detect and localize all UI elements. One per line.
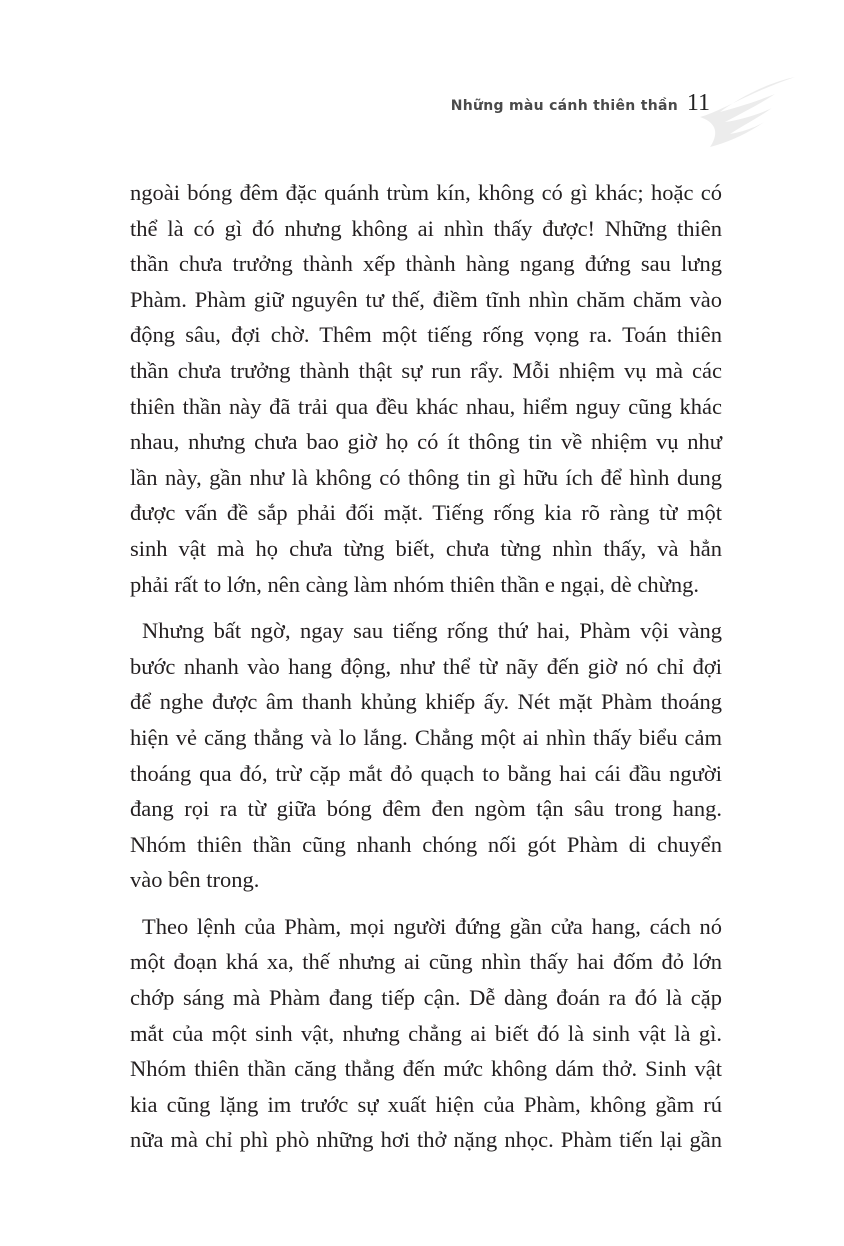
text-line: vào bên trong. bbox=[130, 867, 260, 893]
text-line: một đoạn khá xa, thế nhưng ai cũng nhìn thấy hai đốm đỏ lớn bbox=[130, 949, 722, 975]
text-line: kia cũng lặng im trước sự xuất hiện của Phàm, không gầm rú bbox=[130, 1091, 722, 1117]
text-line: phải rất to lớn, nên càng làm nhóm thiên thần e ngại, dè chừng. bbox=[130, 571, 699, 597]
text-line: thoáng qua đó, trừ cặp mắt đỏ quạch to bằng hai cái đầu người bbox=[130, 760, 722, 786]
text-line: nữa mà chỉ phì phò những hơi thở nặng nhọc. Phàm tiến lại gần bbox=[130, 1127, 722, 1153]
text-line: Nhóm thiên thần căng thẳng đến mức không dám thở. Sinh vật bbox=[130, 1056, 722, 1082]
text-line: hiện vẻ căng thẳng và lo lắng. Chẳng một ai nhìn thấy biểu cảm bbox=[130, 724, 722, 750]
text-line: đang rọi ra từ giữa bóng đêm đen ngòm tận sâu trong hang. bbox=[130, 796, 722, 822]
text-line: sinh vật mà họ chưa từng biết, chưa từng nhìn thấy, và hẳn bbox=[130, 535, 722, 561]
text-line: thiên thần này đã trải qua đều khác nhau, hiểm nguy cũng khác bbox=[130, 393, 722, 419]
text-line: lần này, gần như là không có thông tin gì hữu ích để hình dung bbox=[130, 464, 722, 490]
text-line: thần chưa trưởng thành thật sự run rẩy. Mỗi nhiệm vụ mà các bbox=[130, 357, 722, 383]
text-line: mắt của một sinh vật, nhưng chẳng ai biết đó là sinh vật là gì. bbox=[130, 1020, 722, 1046]
text-line: được vấn đề sắp phải đối mặt. Tiếng rống kia rõ ràng từ một bbox=[130, 500, 722, 526]
text-line: động sâu, đợi chờ. Thêm một tiếng rống vọng ra. Toán thiên bbox=[130, 322, 722, 348]
body-text bbox=[130, 175, 722, 1169]
text-line: Theo lệnh của Phàm, mọi người đứng gần cửa hang, cách nó bbox=[142, 913, 722, 939]
text-line: thần chưa trưởng thành xếp thành hàng ngang đứng sau lưng bbox=[130, 251, 722, 277]
text-line: thể là có gì đó nhưng không ai nhìn thấy được! Những thiên bbox=[130, 215, 722, 241]
text-line: nhau, nhưng chưa bao giờ họ có ít thông tin về nhiệm vụ như bbox=[130, 429, 722, 455]
text-line: ngoài bóng đêm đặc quánh trùm kín, không có gì khác; hoặc có bbox=[130, 180, 722, 205]
text-line: Nhưng bất ngờ, ngay sau tiếng rống thứ hai, Phàm vội vàng bbox=[142, 618, 722, 644]
running-title: Những màu cánh thiên thần bbox=[450, 98, 678, 114]
paragraph-3 bbox=[130, 909, 722, 1158]
paragraph-1 bbox=[130, 175, 722, 602]
page-header bbox=[440, 88, 740, 128]
text-line: Nhóm thiên thần cũng nhanh chóng nối gót Phàm di chuyển bbox=[130, 831, 722, 857]
text-line: Phàm. Phàm giữ nguyên tư thế, điềm tĩnh nhìn chăm chăm vào bbox=[130, 286, 722, 312]
paragraph-2 bbox=[130, 613, 722, 898]
text-line: để nghe được âm thanh khủng khiếp ấy. Nét mặt Phàm thoáng bbox=[130, 689, 722, 715]
text-line: chớp sáng mà Phàm đang tiếp cận. Dễ dàng đoán ra đó là cặp bbox=[130, 985, 722, 1011]
page-number: 11 bbox=[686, 90, 710, 116]
text-line: bước nhanh vào hang động, như thể từ nãy đến giờ nó chỉ đợi bbox=[130, 653, 722, 679]
